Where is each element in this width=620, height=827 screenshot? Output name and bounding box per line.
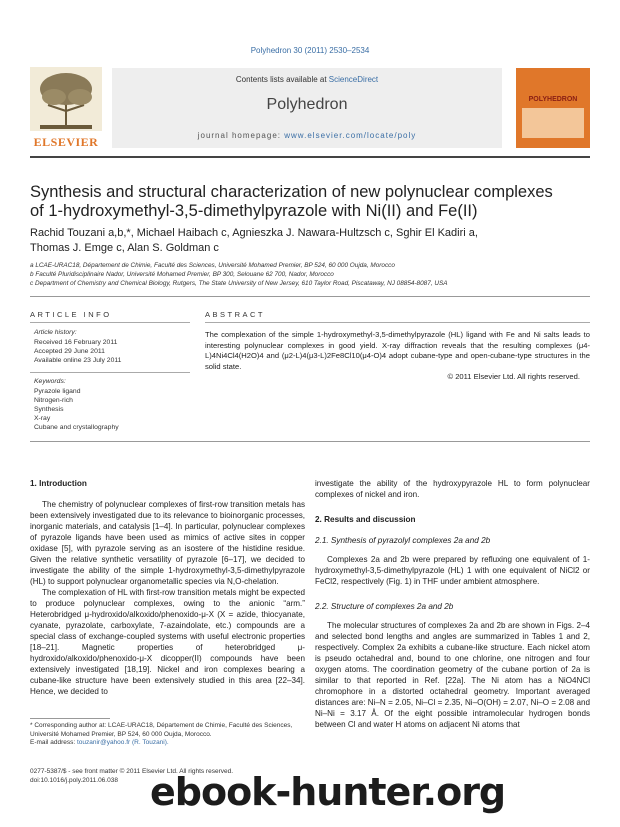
- right-column: [315, 478, 590, 730]
- footnote-area: [30, 722, 305, 748]
- history-accepted: Accepted 29 June 2011: [34, 348, 105, 355]
- affiliation-a: a LCAE-URAC18, Département de Chimie, Faculté des Sciences, Université Mohamed Premier, BP 524, 60 000 Oujda, Morocco: [30, 262, 395, 269]
- abstract-rule: [205, 322, 590, 323]
- authors-line-2[interactable]: Thomas J. Emge c, Alan S. Goldman c: [30, 242, 219, 254]
- abstract-heading: ABSTRACT: [205, 310, 266, 319]
- intro-paragraph-2: The complexation of HL with first-row transition metals might be expected to produce polynuclear complexes, owing to the anionic “arm.” Heterobridged μ-hydroxido/alkoxido/phenoxido-μ-X (X = azide, thiocyanate, cyanate, pyrazolate, carboxylate, 7-azaindolate, etc.) compounds are a special class of exchange-coupled systems with useful electronic properties [18–21]. Magnetic properties of heterobridged μ-hydroxido/alkoxido/phenoxido-μ-X dicopper(II) compounds have been extensively investigated [18,19]. Nickel and iron complexes bearing a cubane-like structure have been extensively studied in this area [22–34]. Hence, we decided to: [30, 588, 305, 696]
- intro-paragraph-1: The chemistry of polynuclear complexes of first-row transition metals has been extensively investigated due to its relevance to bioinorganic processes, inorganic materials, and catalysis [1–4]. In particular, polynuclear complexes of pyrazole ligands have been used as mimics of active sites in copper oxidase [5], with pyrazole serving as an isostere of the histidine residue. Given the relative synthetic versatility of pyrazole [6–17], we decided to investigate the ability of the simple 1-hydroxymethyl-3,5-dimethylpyrazole (HL) to support polynuclear organometallic species via N,O-chelation.: [30, 500, 305, 586]
- right-paragraph-continued: investigate the ability of the hydroxypyrazole HL to form polynuclear complexes of nickel and iron.: [315, 479, 590, 499]
- keywords-rule: [30, 372, 190, 373]
- abstract-text: The complexation of the simple 1-hydroxymethyl-3,5-dimethylpyrazole (HL) ligand with Fe and Ni salts leads to interesting polynuclear complexes in good yield. X-ray diffraction reveals that the resulting complexes (μ4-L)4Ni4Cl4(H2O)4 and (μ2-L)4(μ3-L)2Fe8Cl10(μ4-O)4 adopt cubane-type and open-cubane-type structures in the solid state.: [205, 330, 590, 371]
- contents-line: [112, 75, 502, 84]
- abstract-divider: [30, 441, 590, 442]
- title-line-2: of 1-hydroxymethyl-3,5-dimethylpyrazole with Ni(II) and Fe(II): [30, 202, 478, 220]
- affiliation-divider: [30, 296, 590, 297]
- history-online: Available online 23 July 2011: [34, 357, 122, 364]
- keyword-5: Cubane and crystallography: [34, 424, 119, 431]
- results-heading: 2. Results and discussion: [315, 515, 416, 524]
- email-label: E-mail address:: [30, 739, 76, 746]
- article-title: [30, 183, 590, 221]
- doi-link[interactable]: doi:10.1016/j.poly.2011.06.038: [30, 777, 118, 784]
- homepage-link[interactable]: www.elsevier.com/locate/poly: [284, 131, 417, 140]
- email-line: [30, 739, 305, 748]
- watermark-logo: ebook-hunter.org: [150, 770, 506, 814]
- subsection-2-1-paragraph: Complexes 2a and 2b were prepared by refluxing one equivalent of 1-hydroxymethyl-3,5-dimethylpyrazole (HL) 1 with one equivalent of NiCl2 or FeCl2, respectively (Fig. 1) in THF under ambient atmosphere.: [315, 555, 590, 586]
- affiliation-b: b Faculté Pluridisciplinaire Nador, Université Mohamed Premier, BP 300, Selouane 62 700, Nador, Morocco: [30, 271, 334, 278]
- keywords-label: Keywords:: [34, 378, 66, 385]
- footnote-rule: [30, 718, 110, 719]
- subsection-2-2-paragraph: The molecular structures of complexes 2a and 2b are shown in Figs. 2–4 and selected bond lengths and angles are summarized in Tables 1 and 2, respectively. Complex 2a exhibits a cubane-like structure. Each nickel atom is pseudo octahedral and, bound to one chlorine, one nitrogen and four oxygen atoms. The coordination geometry of the cubane portion of 2a is similar to that reported in Ref. [22a]. The Ni atom has a NiO4NCl chromophore in a distorted octahedral geometry. Important averaged distances are: Ni–N = 2.05, Ni–Cl = 2.35, Ni–O(OH) = 2.07, Ni–O = 2.08 and Ni–Ni = 3.17 Å. Of the eight possible intramolecular hydrogen bonds between Cl and water H atoms on adjacent Ni atoms that: [315, 621, 590, 729]
- left-column: [30, 478, 305, 697]
- keyword-3: Synthesis: [34, 406, 64, 413]
- contents-prefix: Contents lists available at: [235, 75, 327, 84]
- history-received: Received 16 February 2011: [34, 339, 118, 346]
- journal-name: Polyhedron: [266, 96, 348, 113]
- abstract-copyright: © 2011 Elsevier Ltd. All rights reserved.: [447, 372, 580, 381]
- keyword-4: X-ray: [34, 415, 51, 422]
- keyword-2: Nitrogen-rich: [34, 397, 73, 404]
- article-info-heading: ARTICLE INFO: [30, 310, 112, 319]
- keyword-1: Pyrazole ligand: [34, 388, 81, 395]
- subsection-2-1-heading: 2.1. Synthesis of pyrazolyl complexes 2a and 2b: [315, 536, 491, 545]
- subsection-2-2-heading: 2.2. Structure of complexes 2a and 2b: [315, 602, 454, 611]
- affiliation-c: c Department of Chemistry and Chemical Biology, Rutgers, The State University of New Jersey, 610 Taylor Road, Piscataway, NJ 08854-8087, USA: [30, 280, 448, 287]
- authors-line-1[interactable]: Rachid Touzani a,b,*, Michael Haibach c, Agnieszka J. Nawara-Hultzsch c, Sghir El Kadiri a,: [30, 227, 478, 239]
- article-info-rule: [30, 322, 190, 323]
- journal-reference[interactable]: Polyhedron 30 (2011) 2530–2534: [250, 46, 370, 55]
- cover-title: POLYHEDRON: [528, 96, 578, 103]
- homepage-prefix: journal homepage:: [197, 131, 281, 140]
- introduction-heading: 1. Introduction: [30, 479, 87, 488]
- journal-homepage: [112, 131, 502, 140]
- elsevier-logo-text: ELSEVIER: [33, 135, 99, 149]
- cover-decoration: [522, 108, 584, 138]
- email-link[interactable]: touzanir@yahoo.fr (R. Touzani).: [76, 739, 169, 746]
- header-divider: [30, 156, 590, 158]
- issn-line: 0277-5387/$ - see front matter © 2011 Elsevier Ltd. All rights reserved.: [30, 768, 234, 775]
- sciencedirect-link[interactable]: ScienceDirect: [328, 75, 379, 84]
- title-line-1: Synthesis and structural characterization of new polynuclear complexes: [30, 183, 553, 201]
- corresponding-author-note: * Corresponding author at: LCAE-URAC18, Département de Chimie, Faculté des Sciences, Université Mohamed Premier, BP 524, 60 000 Oujda, Morocco.: [30, 722, 293, 738]
- author-list: [30, 226, 590, 256]
- history-label: Article history:: [34, 329, 77, 336]
